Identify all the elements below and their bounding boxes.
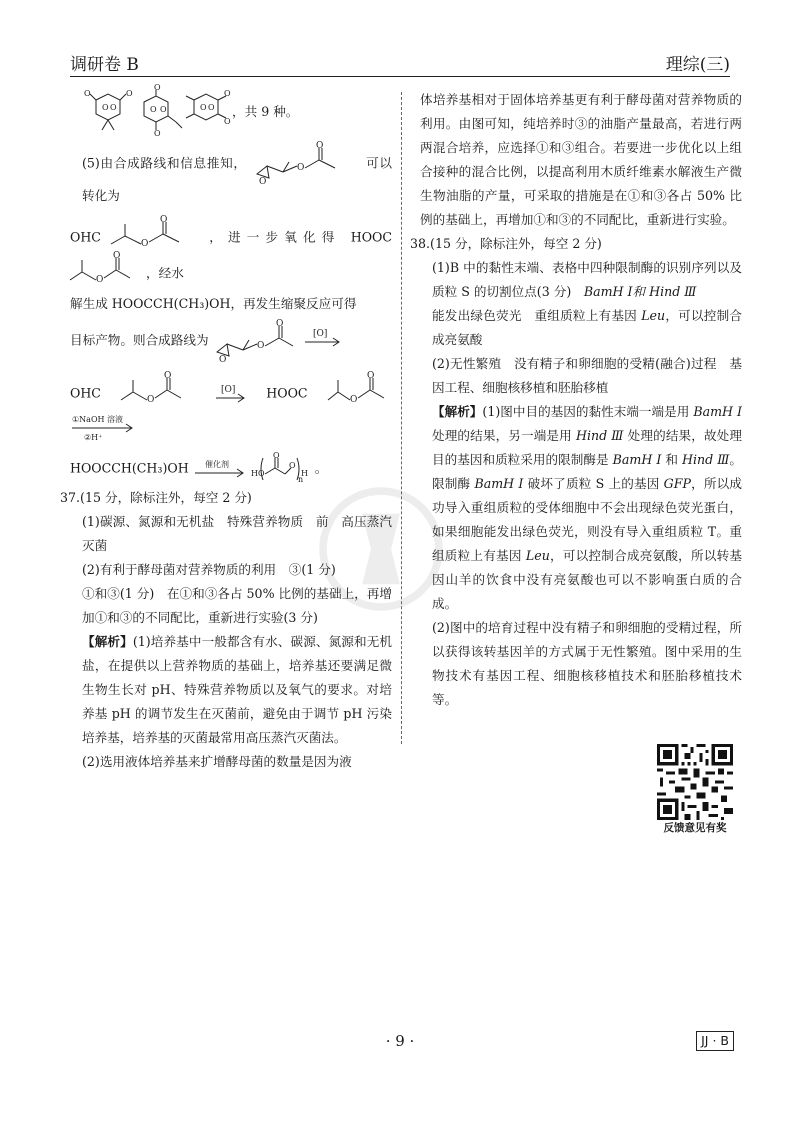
q5-text-c: ，进一步氧化得 bbox=[209, 229, 341, 245]
left-column bbox=[60, 83, 392, 774]
svg-text:O: O bbox=[288, 461, 296, 470]
q5-line-3: 解生成 HOOCCH(CH₃)OH，再发生缩聚反应可得 bbox=[70, 296, 357, 311]
an1-i: 。限制酶 bbox=[432, 452, 742, 491]
aldehyde-ester-structure bbox=[111, 215, 199, 256]
svg-text:O: O bbox=[259, 177, 267, 187]
an1-g: 和 bbox=[661, 452, 683, 467]
epoxide-ester-structure bbox=[251, 141, 361, 187]
polymer-end-mark: 。 bbox=[314, 460, 328, 476]
an1-c: 处理的结果，另一端是用 bbox=[432, 428, 576, 443]
an1-e: 处理的结果，故处理目的基因和质粒采用的限制酶是 bbox=[432, 428, 742, 467]
column-divider bbox=[401, 92, 402, 744]
svg-text:O: O bbox=[150, 105, 157, 114]
svg-text:O: O bbox=[141, 239, 149, 249]
an1-d: Hind Ⅲ bbox=[575, 428, 624, 443]
q38-heading: 38.(15 分，除标注外，每空 2 分) bbox=[410, 236, 602, 251]
svg-text:O: O bbox=[316, 141, 324, 151]
q37-analysis-1-text: (1)培养基中一般都含有水、碳源、氮源和无机盐，在提供以上营养物质的基础上，培养基还要满足微生物生长对 pH、特殊营养物质以及氧气的要求。对培养基 pH 的调节发生在灭菌前，避免由于调节 pH 污染培养基，培养基的灭菌最常用高压蒸汽灭菌法。 bbox=[82, 634, 392, 745]
q38-analysis-2: (2)图中的培育过程中没有精子和卵细胞的受精过程，所以获得该转基因羊的方式属于无性繁殖。图中采用的生物技术有基因工程、细胞核移植技术和胚胎移植技术等。 bbox=[432, 620, 742, 707]
svg-text:O: O bbox=[272, 451, 280, 460]
svg-text:O: O bbox=[84, 89, 91, 98]
isomer-rings-svg bbox=[82, 83, 232, 138]
route-ohc-label: OHC bbox=[70, 385, 101, 401]
header-right: 理综(三) bbox=[665, 55, 730, 75]
analysis-tag: 【解析】 bbox=[82, 634, 133, 649]
svg-text:HO: HO bbox=[250, 469, 265, 478]
an1-m: ，所以成功导入重组质粒的受体细胞中不会出现绿色荧光蛋白，如果细胞能发出绿色荧光，则没有导入重组质粒 T。重组质粒上有基因 bbox=[432, 476, 743, 563]
q38-answer-1-cont bbox=[420, 304, 742, 352]
q37-analysis-continued: 体培养基相对于固体培养基更有利于酵母菌对营养物质的利用。由图可知，纯培养时③的油脂产量最高，若进行两两混合培养，应选择①和③组合。若要进一步优化以上组合接种的混合比例，以提高利用木质纤维素水解液生产微生物油脂的产量，可采取的措施是在①和③各占 50% 比例的基础上，再增加①和③的不同配比，重新进行实验。 bbox=[420, 92, 742, 227]
svg-text:O: O bbox=[200, 103, 207, 112]
q37-answer-2: (2)有利于酵母菌对营养物质的利用 ③(1 分) bbox=[82, 562, 336, 577]
svg-text:O: O bbox=[102, 103, 109, 112]
q5-line-4 bbox=[70, 319, 392, 365]
arrow-o-2 bbox=[214, 382, 246, 406]
an1-l: GFP bbox=[663, 476, 691, 491]
svg-text:O: O bbox=[164, 371, 172, 381]
svg-text:催化剂: 催化剂 bbox=[204, 460, 229, 469]
q38-answer-1-e: ，可以控制合成亮氨酸 bbox=[432, 308, 742, 347]
acid-ester-structure bbox=[70, 251, 142, 292]
svg-text:O: O bbox=[275, 319, 283, 329]
q38-answer-1-enzymes: BamH Ⅰ和 Hind Ⅲ bbox=[583, 284, 697, 299]
svg-text:n: n bbox=[297, 475, 303, 484]
q37-answer-1: (1)碳源、氮源和无机盐 特殊营养物质 前 高压蒸汽灭菌 bbox=[82, 514, 392, 553]
an1-o: ，可以控制合成亮氨酸，所以转基因山羊的饮食中没有亮氨酸也可以不影响蛋白质的合成。 bbox=[432, 548, 743, 611]
route-line-2 bbox=[70, 371, 392, 446]
q5-text-d: ，经水 bbox=[146, 265, 184, 281]
svg-text:O: O bbox=[113, 251, 121, 261]
q38-answer-2: (2)无性繁殖 没有精子和卵细胞的受精(融合)过程 基因工程、细胞核移植和胚胎移植 bbox=[432, 356, 742, 395]
an1-a: (1)图中目的基因的黏性末端一端是用 bbox=[482, 404, 694, 419]
hydroxy-acid-label: HOOCCH(CH₃)OH bbox=[70, 460, 189, 476]
route-start-structure bbox=[213, 319, 343, 365]
svg-text:O: O bbox=[349, 395, 358, 405]
svg-text:O: O bbox=[218, 355, 226, 365]
svg-text:①NaOH 溶液: ①NaOH 溶液 bbox=[72, 415, 124, 424]
q37-analysis-2: (2)选用液体培养基来扩增酵母菌的数量是因为液 bbox=[82, 754, 352, 769]
header-rule bbox=[70, 76, 730, 77]
svg-text:O: O bbox=[160, 215, 168, 225]
q38-analysis-1 bbox=[420, 400, 742, 616]
an1-j: BamH Ⅰ bbox=[474, 476, 524, 491]
svg-text:O: O bbox=[256, 341, 264, 351]
an1-f: BamH Ⅰ bbox=[612, 452, 662, 467]
paper-code-badge: JJ · B bbox=[696, 1031, 734, 1051]
q37-answer-3: ①和③(1 分) 在①和③各占 50% 比例的基础上，再增加①和③的不同配比，重新进行实验(3 分) bbox=[82, 586, 392, 625]
an1-h: Hind Ⅲ bbox=[682, 452, 730, 467]
an1-b: BamH Ⅰ bbox=[693, 404, 743, 419]
qr-code[interactable] bbox=[657, 744, 733, 820]
q38-answer-1-a: (1)B 中的黏性末端、表格中四种限制酶的识别序列以及质粒 S 的切割位点(3 分) bbox=[432, 260, 742, 299]
svg-text:O: O bbox=[160, 105, 167, 114]
q38-answer-1-gene: Leu bbox=[641, 308, 666, 323]
q38-analysis-tag: 【解析】 bbox=[432, 404, 483, 419]
svg-text:O: O bbox=[297, 163, 305, 173]
hooc-label: HOOC bbox=[350, 229, 392, 245]
arrow-catalyst bbox=[193, 457, 247, 481]
q5-text-b: 可以转化为 bbox=[82, 155, 392, 203]
qr-caption: 反馈意见有奖 bbox=[663, 822, 727, 834]
page-number: · 9 · bbox=[385, 1032, 415, 1050]
q37-heading: 37.(15 分，除标注外，每空 2 分) bbox=[60, 490, 252, 505]
svg-text:②H⁺: ②H⁺ bbox=[84, 433, 103, 442]
isomer-count-text: ，共 9 种。 bbox=[232, 104, 299, 119]
svg-text:O: O bbox=[96, 275, 104, 285]
arrow-hydrolysis bbox=[70, 412, 134, 446]
svg-text:[O]: [O] bbox=[220, 385, 236, 395]
svg-text:O: O bbox=[147, 395, 155, 405]
q5-line-1 bbox=[70, 141, 392, 208]
svg-text:O: O bbox=[110, 103, 117, 112]
an1-k: 破坏了质粒 S 上的基因 bbox=[523, 476, 664, 491]
q5-text-f: 目标产物。则合成路线为 bbox=[70, 332, 209, 348]
svg-text:H: H bbox=[300, 469, 308, 478]
q38-answer-1 bbox=[420, 256, 742, 304]
svg-text:O: O bbox=[224, 89, 231, 98]
svg-text:O: O bbox=[366, 371, 375, 381]
q38-answer-1-c: 能发出绿色荧光 重组质粒上有基因 bbox=[432, 308, 642, 323]
q5-line-2 bbox=[70, 215, 392, 292]
header-left: 调研卷 B bbox=[70, 55, 139, 75]
route-line-3 bbox=[70, 451, 392, 484]
route-hooc-label: HOOC bbox=[266, 385, 308, 401]
q37-analysis-1 bbox=[70, 630, 392, 750]
an1-n: Leu bbox=[525, 548, 550, 563]
route-aldehyde-structure bbox=[121, 371, 193, 412]
svg-text:O: O bbox=[126, 89, 133, 98]
svg-text:O: O bbox=[224, 117, 231, 126]
q5-text-a: (5)由合成路线和信息推知， bbox=[82, 155, 247, 171]
svg-text:O: O bbox=[208, 103, 215, 112]
isomer-structures bbox=[70, 83, 392, 138]
route-acid-structure bbox=[328, 371, 392, 412]
ohc-label: OHC bbox=[70, 229, 101, 245]
svg-text:O: O bbox=[154, 129, 161, 138]
polymer-structure bbox=[250, 451, 311, 484]
arrow-label-o-1: [O] bbox=[312, 329, 327, 339]
svg-text:O: O bbox=[154, 83, 161, 92]
right-column bbox=[410, 88, 743, 712]
